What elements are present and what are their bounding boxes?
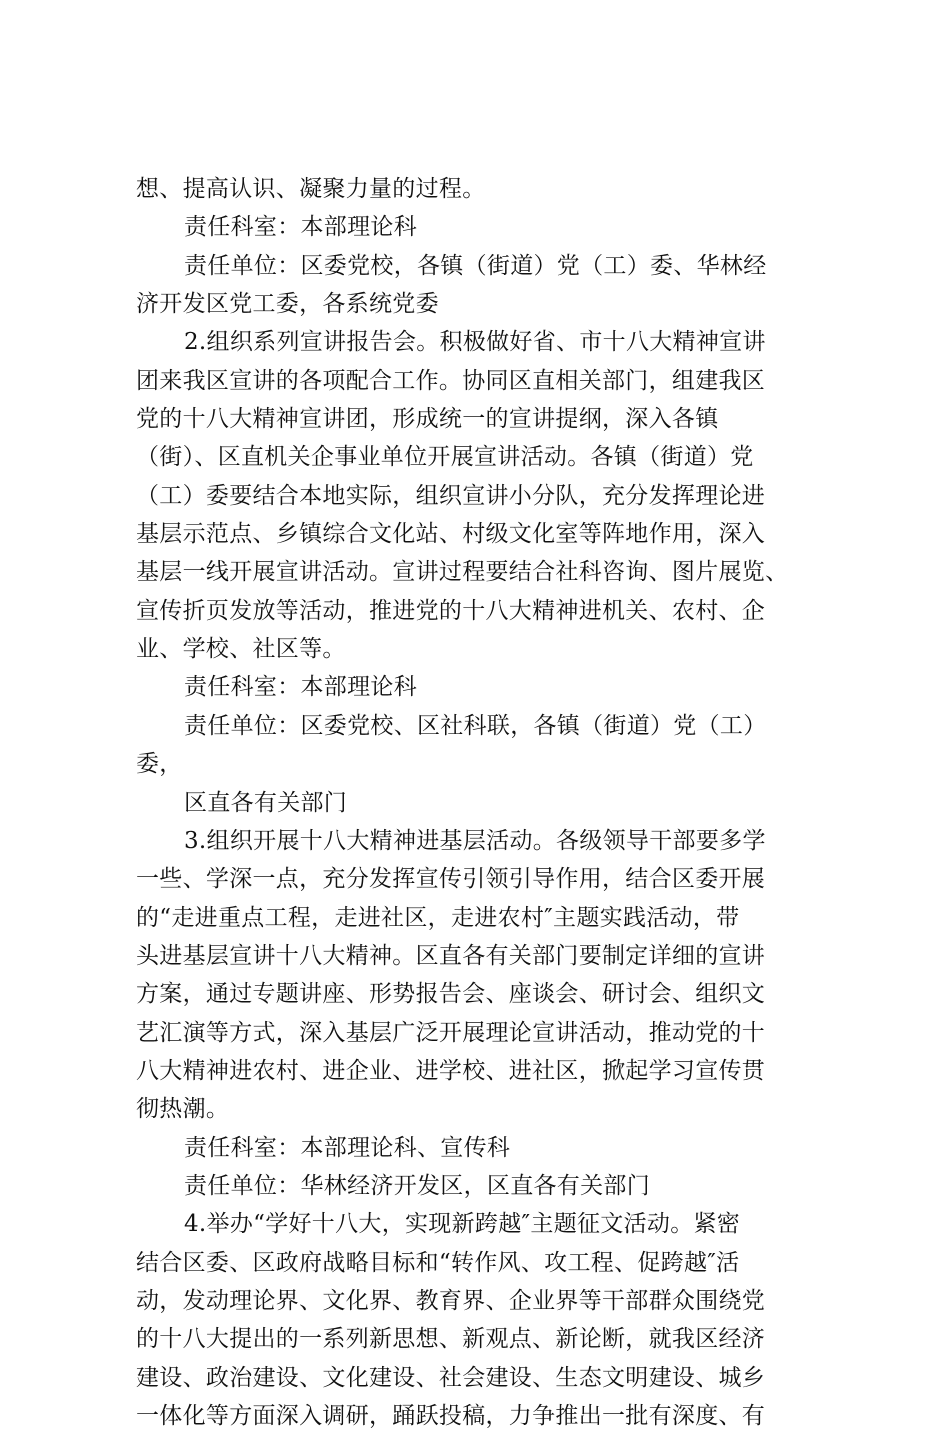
text-line: 的十八大提出的一系列新思想、新观点、新论断，就我区经济 xyxy=(136,1326,766,1353)
text-line: 责任单位：区委党校、区社科联，各镇（街道）党（工） xyxy=(184,712,767,739)
text-line: 业、学校、社区等。 xyxy=(136,636,346,663)
text-line: 3.组织开展十八大精神进基层活动。各级领导干部要多学 xyxy=(184,827,766,854)
text-line: 责任科室：本部理论科 xyxy=(184,214,417,241)
text-line: 建设、政治建设、文化建设、社会建设、生态文明建设、城乡 xyxy=(136,1364,766,1391)
text-line: 济开发区党工委，各系统党委 xyxy=(136,291,439,318)
document-body xyxy=(136,170,826,1435)
text-line: 团来我区宣讲的各项配合工作。协同区直相关部门，组建我区 xyxy=(136,367,766,394)
text-line: 责任单位：华林经济开发区，区直各有关部门 xyxy=(184,1172,650,1199)
text-line: 基层示范点、乡镇综合文化站、村级文化室等阵地作用，深入 xyxy=(136,521,766,548)
text-line: 方案，通过专题讲座、形势报告会、座谈会、研讨会、组织文 xyxy=(136,981,766,1008)
text-line: 彻热潮。 xyxy=(136,1096,230,1123)
text-line: 八大精神进农村、进企业、进学校、进社区，掀起学习宣传贯 xyxy=(136,1057,766,1084)
text-line: 结合区委、区政府战略目标和“转作风、攻工程、促跨越″活 xyxy=(136,1249,740,1276)
text-line: 宣传折页发放等活动，推进党的十八大精神进机关、农村、企 xyxy=(136,597,766,624)
text-line: 4.举办“学好十八大，实现新跨越″主题征文活动。紧密 xyxy=(184,1211,741,1238)
text-line: 的“走进重点工程，走进社区，走进农村″主题实践活动，带 xyxy=(136,904,740,931)
text-line: 2.组织系列宣讲报告会。积极做好省、市十八大精神宣讲 xyxy=(184,329,766,356)
text-line: 一些、学深一点，充分发挥宣传引领引导作用，结合区委开展 xyxy=(136,866,766,893)
text-line: 头进基层宣讲十八大精神。区直各有关部门要制定详细的宣讲 xyxy=(136,942,766,969)
text-line: 想、提高认识、凝聚力量的过程。 xyxy=(136,176,486,202)
text-line: 责任单位：区委党校，各镇（街道）党（工）委、华林经 xyxy=(184,252,767,279)
text-line: 艺汇演等方式，深入基层广泛开展理论宣讲活动，推动党的十 xyxy=(136,1019,766,1046)
text-line: 责任科室：本部理论科 xyxy=(184,674,417,701)
text-line: 党的十八大精神宣讲团，形成统一的宣讲提纲，深入各镇 xyxy=(136,406,719,433)
text-line: （街）、区直机关企事业单位开展宣讲活动。各镇（街道）党 xyxy=(136,444,754,471)
text-line: 动，发动理论界、文化界、教育界、企业界等干部群众围绕党 xyxy=(136,1287,766,1314)
text-line: 责任科室：本部理论科、宣传科 xyxy=(184,1134,511,1161)
text-line: 一体化等方面深入调研，踊跃投稿，力争推出一批有深度、有 xyxy=(136,1403,766,1429)
text-line: （工）委要结合本地实际，组织宣讲小分队，充分发挥理论进 xyxy=(136,482,766,509)
text-line: 基层一线开展宣讲活动。宣讲过程要结合社科咨询、图片展览、 xyxy=(136,559,789,586)
text-line: 区直各有关部门 xyxy=(184,789,348,816)
text-line: 委， xyxy=(136,751,183,778)
